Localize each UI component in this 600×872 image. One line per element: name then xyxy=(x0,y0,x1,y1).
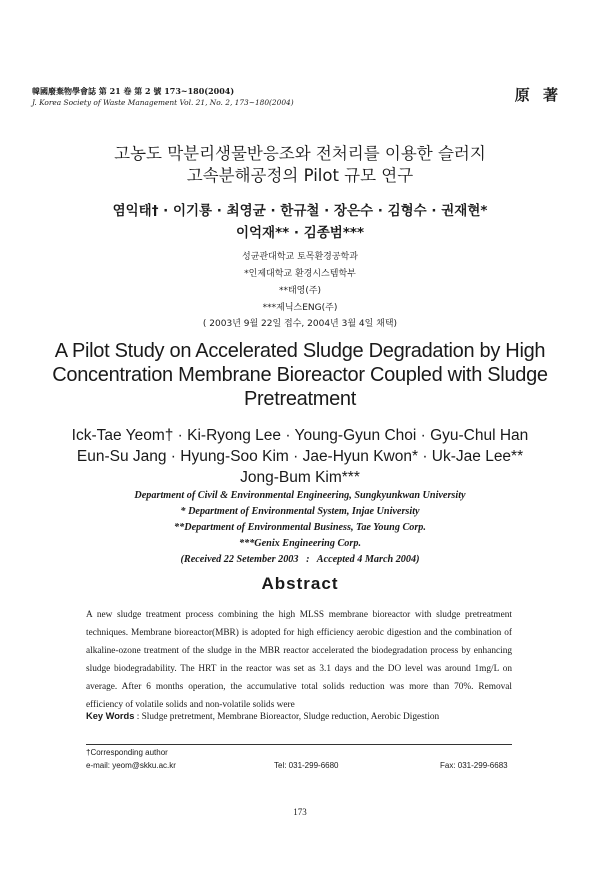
journal-citation-korean: 韓國廢棄物學會誌 第 21 卷 第 2 號 173~180(2004) xyxy=(32,86,235,96)
korean-authors-line-2: 이억재** · 김종범*** xyxy=(235,225,365,241)
korean-affiliation-4: ***제닉스ENG(주) xyxy=(262,303,338,313)
english-title-line-2: Concentration Membrane Bioreactor Coupled with Sludge xyxy=(52,364,548,386)
english-authors-line-2: Eun-Su Jang · Hyung-Soo Kim · Jae-Hyun Kwon* · Uk-Jae Lee** xyxy=(76,448,524,465)
abstract-heading: Abstract xyxy=(261,574,339,593)
english-affiliation-4: ***Genix Engineering Corp. xyxy=(239,538,361,549)
english-authors-line-1: Ick-Tae Yeom† · Ki-Ryong Lee · Young-Gyun Choi · Gyu-Chul Han xyxy=(71,427,529,444)
korean-title-line-1: 고농도 막분리생물반응조와 전처리를 이용한 슬러지 xyxy=(114,144,486,163)
abstract-body: A new sludge treatment process combining the high MLSS membrane bioreactor with sludge pretreatment techniques. Membrane bioreactor(MBR) is adopted for high efficiency aerobic digestion and the combination of alkaline-ozone treatment of the sludge in the MBR reactor accelerated the biodegradation process by enhancing sludge biodegradability. The HRT in the reactor was set as 3.1 days and the DO level was around 1mg/L on average. After 6 months operation, the accumulative total solids reduction was more than 70%. Removal efficiency of volatile solids and non-volatile solids were xyxy=(86,610,512,710)
corresponding-author-note: †Corresponding author xyxy=(86,748,168,757)
english-authors-line-3: Jong-Bum Kim*** xyxy=(240,469,360,486)
corresponding-fax: Fax: 031-299-6683 xyxy=(440,761,508,770)
corresponding-email: e-mail: yeom@skku.ac.kr xyxy=(86,761,176,770)
keywords-label: Key Words xyxy=(86,711,135,721)
korean-title-line-2: 고속분해공정의 Pilot 규모 연구 xyxy=(186,166,414,185)
journal-citation-english: J. Korea Society of Waste Management Vol. 21, No. 2, 173~180(2004) xyxy=(32,98,294,107)
keywords-list: : Sludge pretretment, Membrane Bioreactor, Sludge reduction, Aerobic Digestion xyxy=(136,712,440,722)
korean-affiliation-1: 성균관대학교 토목환경공학과 xyxy=(242,252,358,262)
english-title-line-1: A Pilot Study on Accelerated Sludge Degradation by High xyxy=(54,340,546,362)
english-affiliation-3: **Department of Environmental Business, Tae Young Corp. xyxy=(174,522,426,533)
footnote-divider xyxy=(86,744,512,745)
received-accepted-english: (Received 22 Setember 2003 : Accepted 4 March 2004) xyxy=(180,554,420,565)
english-title-line-3: Pretreatment xyxy=(243,388,356,410)
korean-affiliation-2: *인제대학교 환경시스템학부 xyxy=(244,269,356,279)
page-number: 173 xyxy=(293,807,307,817)
corresponding-tel: Tel: 031-299-6680 xyxy=(274,761,339,770)
paper-type-label: 原 著 xyxy=(514,86,562,104)
english-affiliation-1: Department of Civil & Environmental Engineering, Sungkyunkwan University xyxy=(134,490,466,501)
keywords-line xyxy=(86,711,526,722)
english-affiliation-2: * Department of Environmental System, Injae University xyxy=(180,506,420,517)
korean-affiliation-3: **태영(주) xyxy=(278,286,322,296)
korean-authors-line-1: 염익태† · 이기룡 · 최영균 · 한규철 · 장은수 · 김형수 · 권재현* xyxy=(112,203,488,219)
received-accepted-korean: ( 2003년 9월 22일 접수, 2004년 3월 4일 채택) xyxy=(202,319,398,329)
